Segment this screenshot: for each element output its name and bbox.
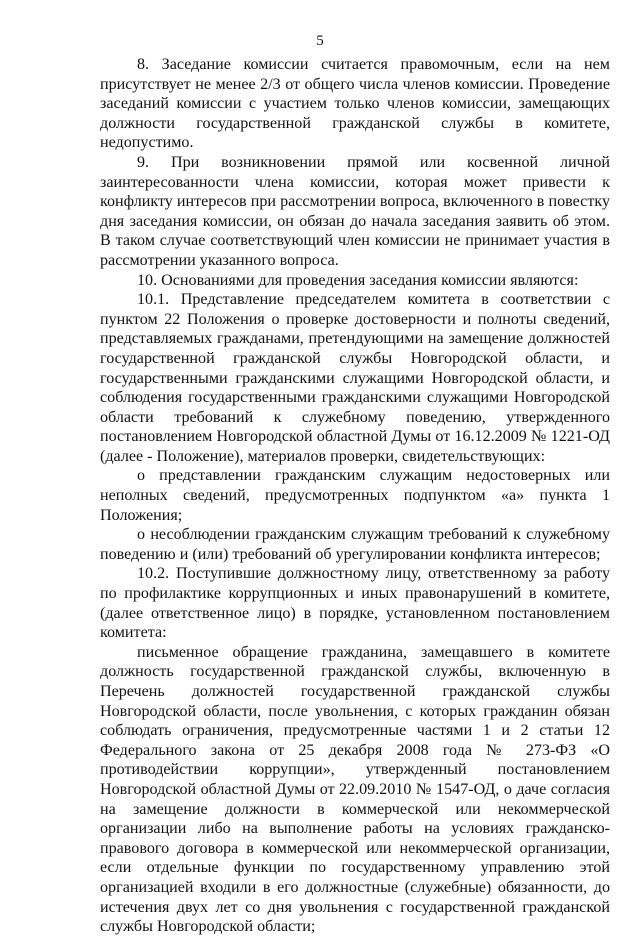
page-number: 5	[316, 33, 324, 49]
paragraph-10-1-submission: 10.1. Представление председателем комитета в соответствии с пунктом 22 Положения о проверке достоверности и полноты сведений, представляемых гражданами, претендующими на замещение должностей государственной гражданской службы Новгородской области, и государственными гражданскими служащими Новгородской области, и соблюдения государственными гражданскими служащими Новгородской области требований к служебному поведению, утвержденного постановлением Новгородской областной Думы от 16.12.2009 № 1221-ОД (далее - Положение), материалов проверки, свидетельствующих:	[100, 291, 610, 465]
paragraph-8-quorum: 8. Заседание комиссии считается правомочным, если на нем присутствует не менее 2/3 от общего числа членов комиссии. Проведение заседаний комиссии с участием только членов комиссии, замещающих должности государственной гражданской службы в комитете, недопустимо.	[100, 56, 610, 152]
list-item-noncompliance: о несоблюдении гражданским служащим требований к служебному поведению и (или) требований об урегулировании конфликта интересов;	[100, 526, 610, 563]
list-item-written-appeal: письменное обращение гражданина, замещавшего в комитете должность государственной гражданской службы, включенную в Перечень должностей государственной гражданской службы Новгородской области, после увольнения, с которых гражданин обязан соблюдать ограничения, предусмотренные частями 1 и 2 статьи 12 Федерального закона от 25 декабря 2008 года № 273-ФЗ «О противодействии коррупции», утвержденный постановлением Новгородской областной Думы от 22.09.2010 № 1547-ОД, о даче согласия на замещение должности в коммерческой или некоммерческой организации либо на выполнение работы на условиях гражданско-правового договора в коммерческой или некоммерческой организации, если отдельные функции по государственному управлению этой организацией входили в его должностные (служебные) обязанности, до истечения двух лет со дня увольнения с государственной гражданской службы Новгородской области;	[100, 643, 610, 936]
paragraph-10-2-received: 10.2. Поступившие должностному лицу, ответственному за работу по профилактике коррупционных и иных правонарушений в комитете, (далее ответственное лицо) в порядке, установленном постановлением комитета:	[100, 565, 610, 642]
list-item-inaccurate-info: о представлении гражданским служащим недостоверных или неполных сведений, предусмотренных подпунктом «а» пункта 1 Положения;	[100, 467, 610, 524]
paragraph-10-grounds: 10. Основаниями для проведения заседания комиссии являются:	[137, 271, 579, 289]
paragraph-9-conflict-of-interest: 9. При возникновении прямой или косвенной личной заинтересованности члена комиссии, которая может привести к конфликту интересов при рассмотрении вопроса, включенного в повестку дня заседания комиссии, он обязан до начала заседания заявить об этом. В таком случае соответствующий член комиссии не принимает участия в рассмотрении указанного вопроса.	[100, 153, 610, 269]
document-body	[100, 55, 610, 937]
